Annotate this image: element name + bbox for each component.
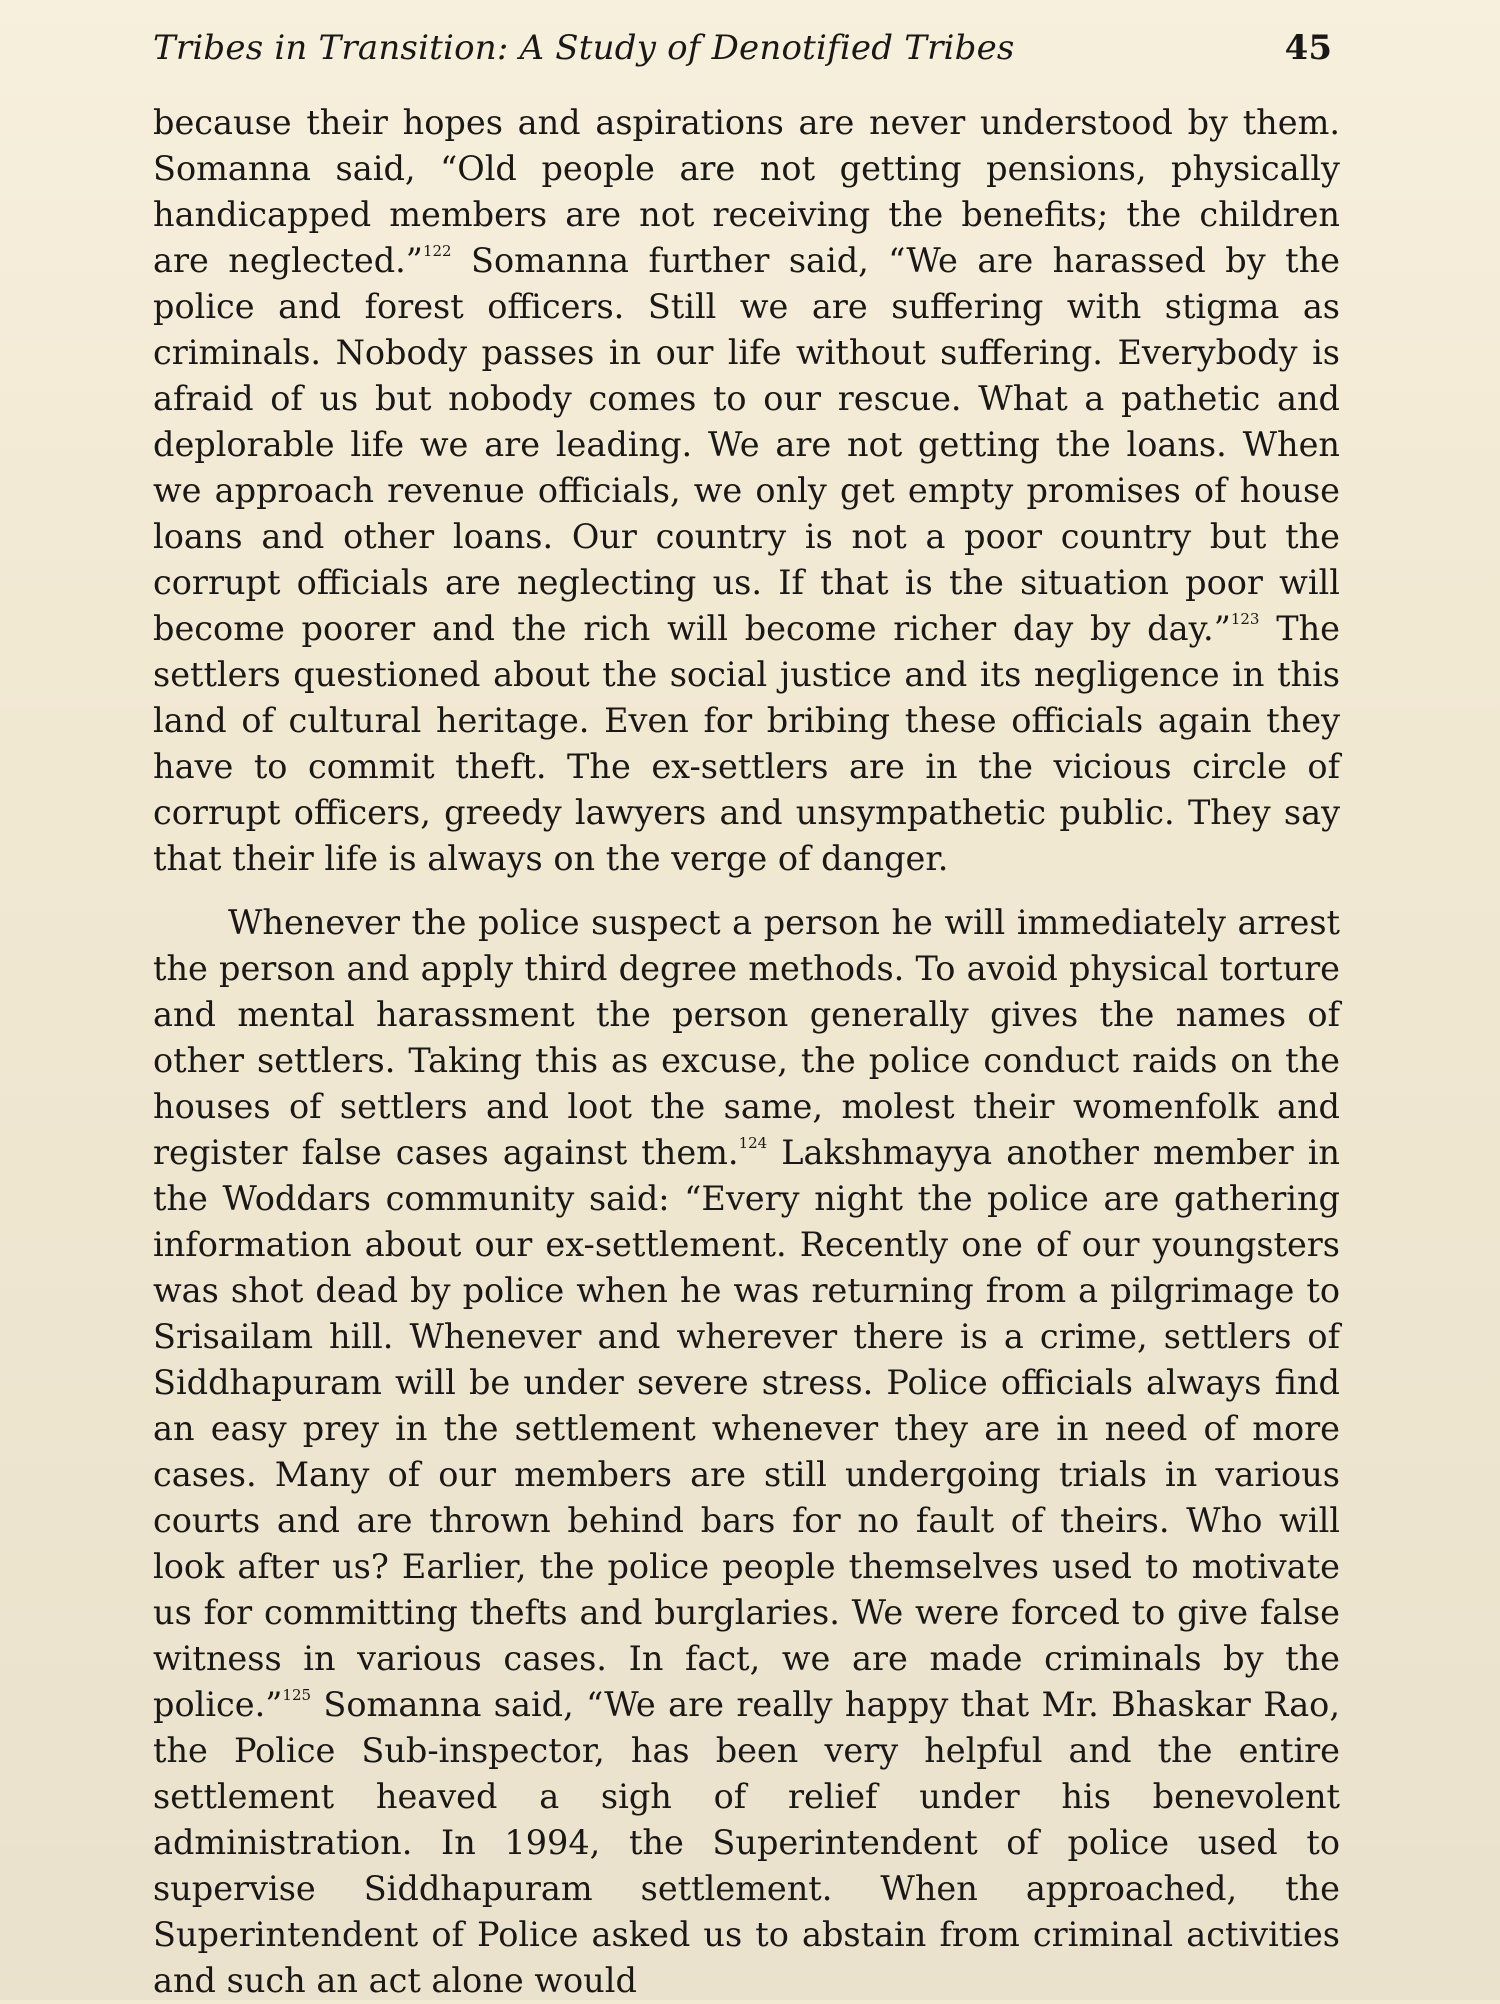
paragraph-2 (153, 900, 1340, 2004)
footnote-ref-124: 124 (738, 1134, 768, 1152)
paragraph-1 (153, 100, 1340, 882)
footnote-ref-123: 123 (1230, 610, 1260, 628)
footnote-ref-125: 125 (282, 1686, 312, 1704)
paragraph-2-text-c: Somanna said, “We are really happy that Mr. Bhaskar Rao, the Police Sub-inspector, has been very helpful and the entire settlement heaved a sigh of relief under his benevolent administration. In 1994, the Superintendent of police used to supervise Siddhapuram settlement. When approached, the Superintendent of Police asked us to abstain from criminal activities and such an act alone would (153, 1685, 1340, 2000)
paragraph-1-text-a: because their hopes and aspirations are never understood by them. Somanna said, “Old people are not getting pensions, physically handicapped members are not receiving the benefits; the children are neglected.” (153, 103, 1340, 280)
paragraph-1-text-b: Somanna further said, “We are harassed by the police and forest officers. Still we are suffering with stigma as criminals. Nobody passes in our life without suffering. Everybody is afraid of us but nobody comes to our rescue. What a pathetic and deplorable life we are leading. We are not getting the loans. When we approach revenue officials, we only get empty promises of house loans and other loans. Our country is not a poor country but the corrupt officials are neglecting us. If that is the situation poor will become poorer and the rich will become richer day by day.” (153, 241, 1340, 648)
page-number: 45 (1284, 28, 1332, 68)
paragraph-1-text-c: The settlers questioned about the social justice and its negligence in this land of cultural heritage. Even for bribing these officials again they have to commit theft. The ex-settlers are in the vicious circle of corrupt officers, greedy lawyers and unsympathetic public. They say that their life is always on the verge of danger. (153, 609, 1340, 878)
paragraph-2-text-a: Whenever the police suspect a person he will immediately arrest the person and apply third degree methods. To avoid physical torture and mental harassment the person generally gives the names of other settlers. Taking this as excuse, the police conduct raids on the houses of settlers and loot the same, molest their womenfolk and register false cases against them. (153, 903, 1340, 1172)
body-text (153, 100, 1340, 2004)
footnote-ref-122: 122 (422, 242, 452, 260)
paragraph-2-text-b: Lakshmayya another member in the Woddars community said: “Every night the police are gathering information about our ex-settlement. Recently one of our youngsters was shot dead by police when he was returning from a pilgrimage to Srisailam hill. Whenever and wherever there is a crime, settlers of Siddhapuram will be under severe stress. Police officials always find an easy prey in the settlement whenever they are in need of more cases. Many of our members are still undergoing trials in various courts and are thrown behind bars for no fault of theirs. Who will look after us? Earlier, the police people themselves used to motivate us for committing thefts and burglaries. We were forced to give false witness in various cases. In fact, we are made criminals by the police.” (153, 1133, 1340, 1724)
running-head (153, 28, 1340, 90)
running-title: Tribes in Transition: A Study of Denotified Tribes (153, 28, 1015, 68)
